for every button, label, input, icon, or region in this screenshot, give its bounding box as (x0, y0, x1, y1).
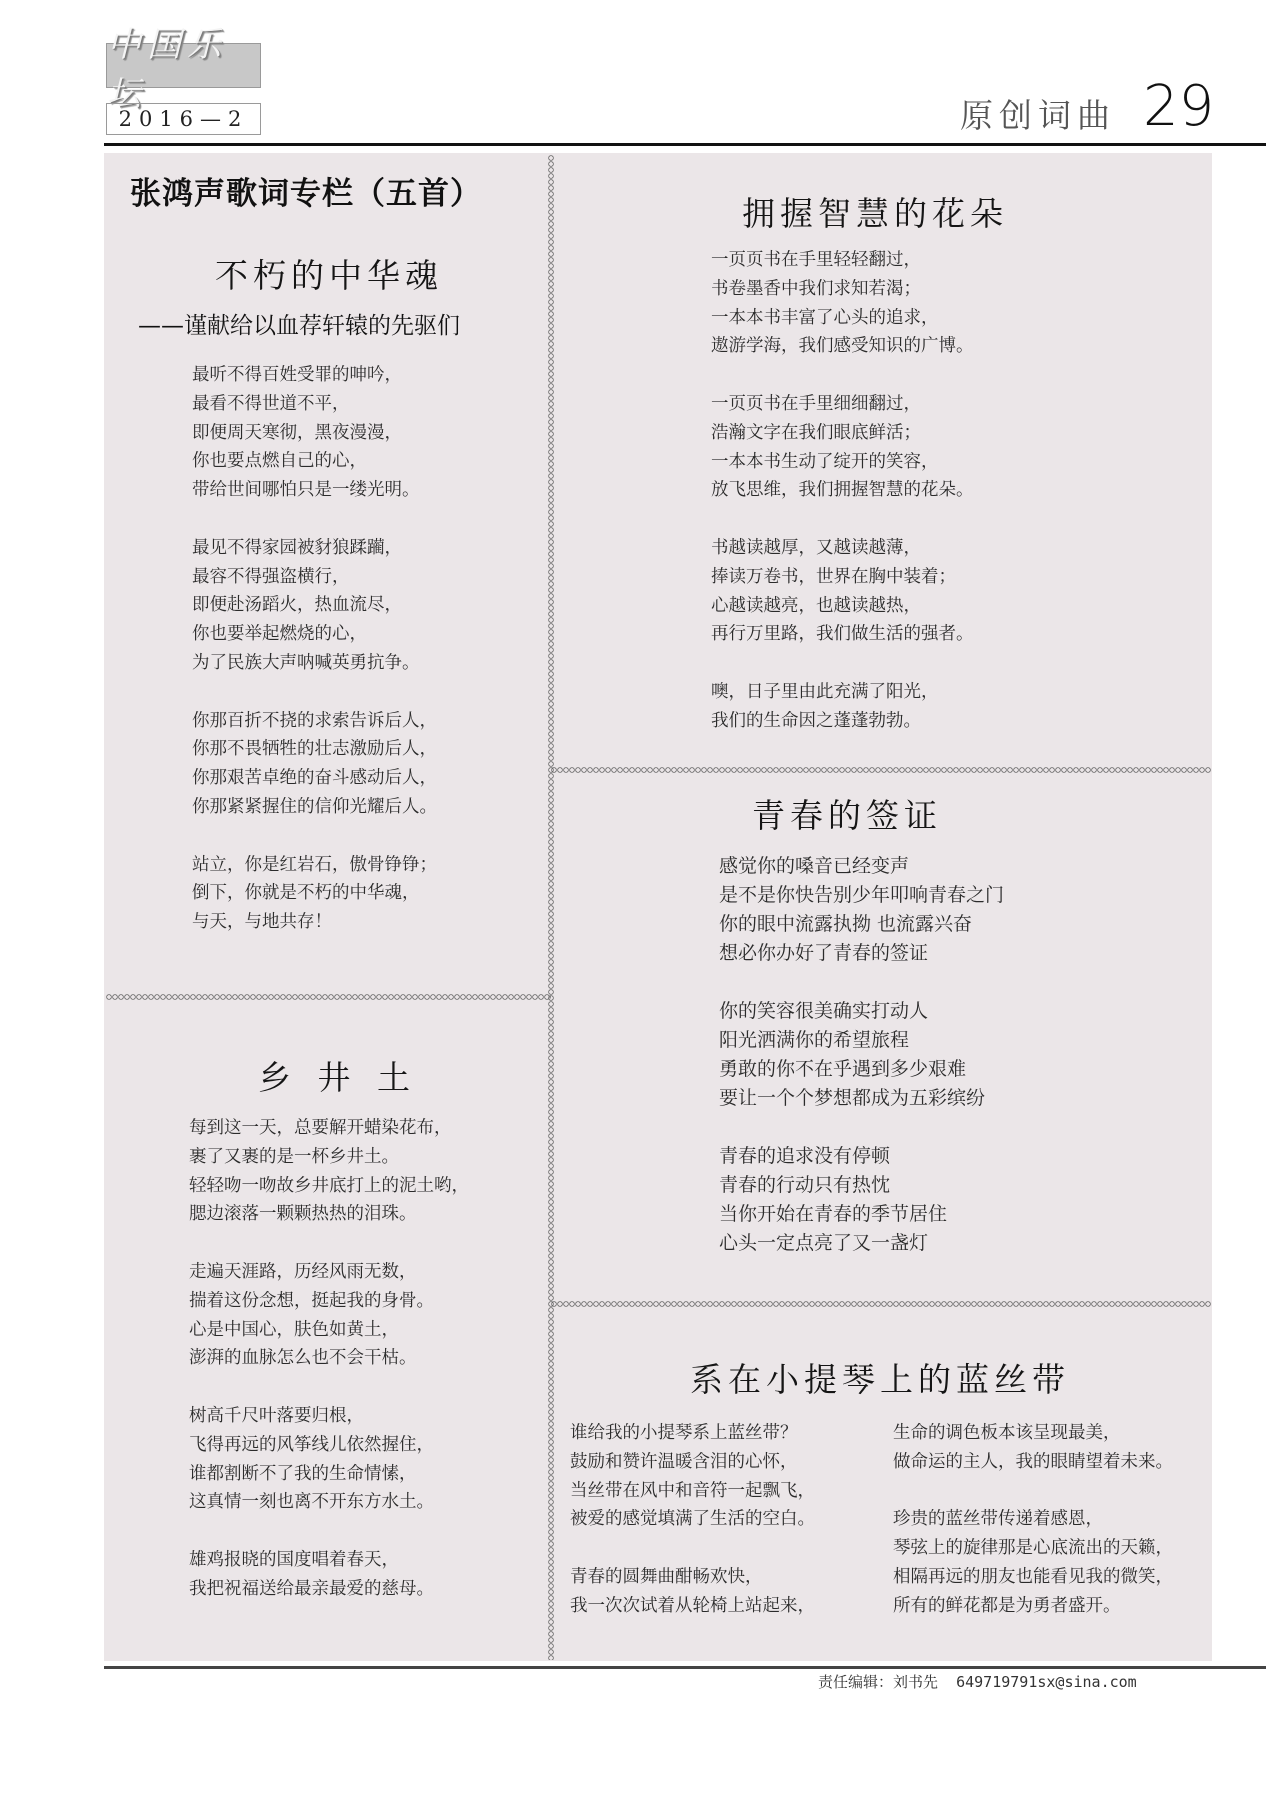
column-divider (547, 155, 555, 1660)
poem-line: 你那紧紧握住的信仰光耀后人。 (192, 796, 437, 817)
poem-body-right (893, 1419, 1173, 1621)
poem-line: 书卷墨香中我们求知若渴； (711, 278, 921, 299)
poem-line: 你那不畏牺牲的壮志激励后人， (192, 739, 437, 760)
issue-date: 2016—2 (106, 103, 261, 135)
stanza (192, 361, 437, 505)
poem-line: 一页页书在手里细细翻过， (711, 393, 921, 414)
poem-line: 为了民族大声呐喊英勇抗争。 (192, 652, 420, 673)
poem-line: 最听不得百姓受罪的呻吟， (192, 365, 402, 385)
poem-line: 与天，与地共存！ (192, 912, 332, 933)
poem-line: 最见不得家园被豺狼蹂躏， (192, 537, 402, 558)
footer-rule (104, 1666, 1266, 1669)
poem-line: 雄鸡报晓的国度唱着春天， (189, 1549, 399, 1570)
poem-body (719, 852, 1004, 1287)
stanza (192, 851, 437, 937)
poem-line: 裹了又裹的是一杯乡井土。 (189, 1146, 399, 1167)
poem-line: 你的笑容很美确实打动人 (719, 1000, 929, 1022)
poem-line: 树高千尺叶落要归根， (189, 1405, 364, 1426)
poem-line: 轻轻吻一吻故乡井底打上的泥土哟， (189, 1175, 469, 1196)
poem-line: 所有的鲜花都是为勇者盛开。 (893, 1595, 1121, 1616)
poem-line: 书越读越厚，又越读越薄， (711, 537, 921, 558)
poem-line: 你的眼中流露执拗 也流露兴奋 (719, 913, 973, 935)
stanza (570, 1419, 815, 1534)
poem-line: 相隔再远的朋友也能看见我的微笑， (893, 1566, 1173, 1587)
poem-line: 这真情一刻也离不开东方水土。 (189, 1492, 434, 1513)
poem-line: 生命的调色板本该呈现最美， (893, 1423, 1121, 1443)
poem-line: 我一次次试着从轮椅上站起来， (570, 1595, 815, 1616)
section-divider-right-2 (551, 1300, 1211, 1308)
poem-line: 你那艰苦卓绝的奋斗感动后人， (192, 768, 437, 789)
poem-line: 浩瀚文字在我们眼底鲜活； (711, 422, 921, 443)
poem-line: 想必你办好了青春的签证 (719, 942, 929, 964)
poem-line: 被爱的感觉填满了生活的空白。 (570, 1509, 815, 1530)
poem-line: 腮边滚落一颗颗热热的泪珠。 (189, 1204, 417, 1225)
poem-line: 遨游学海，我们感受知识的广博。 (711, 336, 974, 357)
poem-title: 乡 井 土 (258, 1058, 418, 1097)
poem-line: 心是中国心，肤色如黄土， (189, 1319, 399, 1340)
stanza (711, 534, 974, 649)
poem-line: 飞得再远的风筝线儿依然握住， (189, 1434, 434, 1455)
stanza (189, 1546, 469, 1604)
stanza (711, 678, 974, 736)
stanza (719, 1142, 1004, 1258)
poem-line: 放飞思维，我们拥握智慧的花朵。 (711, 480, 974, 501)
stanza (719, 852, 1004, 968)
poem-line: 站立，你是红岩石，傲骨铮铮； (192, 854, 437, 875)
poem-line: 一页页书在手里轻轻翻过， (711, 250, 921, 270)
magazine-logo: 中国乐坛 (106, 43, 261, 88)
poem-line: 噢，日子里由此充满了阳光， (711, 681, 939, 702)
section-title: 原创词曲 (960, 96, 1116, 135)
poem-title: 青春的签证 (752, 796, 942, 835)
poem-line: 心越读越亮，也越读越热， (711, 595, 921, 616)
poem-line: 即便赴汤蹈火，热血流尽， (192, 595, 402, 616)
poem-line: 捧读万卷书，世界在胸中装着； (711, 566, 956, 587)
poem-line: 青春的行动只有热忱 (719, 1174, 891, 1196)
section-divider-right-1 (551, 766, 1211, 774)
poem-line: 再行万里路，我们做生活的强者。 (711, 624, 974, 645)
stanza (711, 390, 974, 505)
poem-line: 做命运的主人，我的眼睛望着未来。 (893, 1451, 1173, 1472)
column-header: 张鸿声歌词专栏（五首） (130, 176, 482, 212)
poem-line: 带给世间哪怕只是一缕光明。 (192, 480, 420, 501)
poem-line: 最看不得世道不平， (192, 393, 350, 414)
poem-line: 阳光洒满你的希望旅程 (719, 1029, 910, 1051)
editor-name: 刘书先 (893, 1673, 939, 1691)
poem-line: 当你开始在青春的季节居住 (719, 1203, 948, 1225)
poem-line: 我把祝福送给最亲最爱的慈母。 (189, 1578, 434, 1599)
editor-label: 责任编辑： (818, 1673, 894, 1691)
poem-subtitle: ——谨献给以血荐轩辕的先驱们 (138, 313, 460, 339)
poem-line: 你那百折不挠的求索告诉后人， (192, 710, 437, 731)
poem-line: 是不是你快告别少年叩响青春之门 (719, 884, 1005, 906)
stanza (893, 1419, 1173, 1477)
poem-line: 走遍天涯路，历经风雨无数， (189, 1261, 417, 1282)
poem-line: 要让一个个梦想都成为五彩缤纷 (719, 1087, 986, 1109)
stanza (189, 1402, 469, 1517)
poem-line: 最容不得强盗横行， (192, 566, 350, 587)
header-rule (104, 143, 1266, 146)
stanza (189, 1114, 469, 1229)
poem-line: 鼓励和赞许温暖含泪的心怀， (570, 1451, 798, 1472)
poem-body (711, 246, 974, 736)
poem-line: 谁给我的小提琴系上蓝丝带？ (570, 1423, 798, 1443)
section-divider-left (106, 993, 551, 1001)
poem-line: 你也要点燃自己的心， (192, 451, 367, 472)
poem-line: 青春的圆舞曲酣畅欢快， (570, 1566, 763, 1587)
stanza (192, 534, 437, 678)
poem-line: 琴弦上的旋律那是心底流出的天籁， (893, 1538, 1173, 1559)
poem-line: 澎湃的血脉怎么也不会干枯。 (189, 1348, 417, 1369)
stanza (711, 246, 974, 361)
editor-email: 649719791sx@sina.com (956, 1673, 1137, 1691)
stanza (192, 707, 437, 822)
poem-line: 倒下，你就是不朽的中华魂， (192, 883, 420, 904)
poem-line: 当丝带在风中和音符一起飘飞， (570, 1480, 815, 1501)
poem-line: 心头一定点亮了又一盏灯 (719, 1232, 929, 1254)
poem-body (189, 1114, 469, 1604)
poem-line: 青春的追求没有停顿 (719, 1145, 891, 1167)
poem-line: 感觉你的嗓音已经变声 (719, 855, 910, 877)
stanza (189, 1258, 469, 1373)
poem-line: 每到这一天，总要解开蜡染花布， (189, 1118, 452, 1138)
page-number: 29 (1143, 74, 1215, 139)
stanza (570, 1563, 815, 1621)
poem-body-left (570, 1419, 815, 1621)
poem-line: 我们的生命因之蓬蓬勃勃。 (711, 710, 921, 731)
poem-line: 珍贵的蓝丝带传递着感恩， (893, 1509, 1103, 1530)
poem-body (192, 361, 437, 937)
poem-line: 即便周天寒彻，黑夜漫漫， (192, 422, 402, 443)
stanza (893, 1505, 1173, 1620)
editor-credit (818, 1671, 1137, 1692)
poem-line: 你也要举起燃烧的心， (192, 624, 367, 645)
poem-title: 不朽的中华魂 (215, 256, 443, 295)
poem-line: 一本本书丰富了心头的追求， (711, 307, 939, 328)
stanza (719, 997, 1004, 1113)
poem-line: 勇敢的你不在乎遇到多少艰难 (719, 1058, 967, 1080)
poem-title: 系在小提琴上的蓝丝带 (690, 1360, 1070, 1399)
poem-line: 揣着这份念想，挺起我的身骨。 (189, 1290, 434, 1311)
poem-line: 一本本书生动了绽开的笑容， (711, 451, 939, 472)
poem-line: 谁都割断不了我的生命情愫， (189, 1463, 417, 1484)
poem-title: 拥握智慧的花朵 (742, 194, 1008, 233)
